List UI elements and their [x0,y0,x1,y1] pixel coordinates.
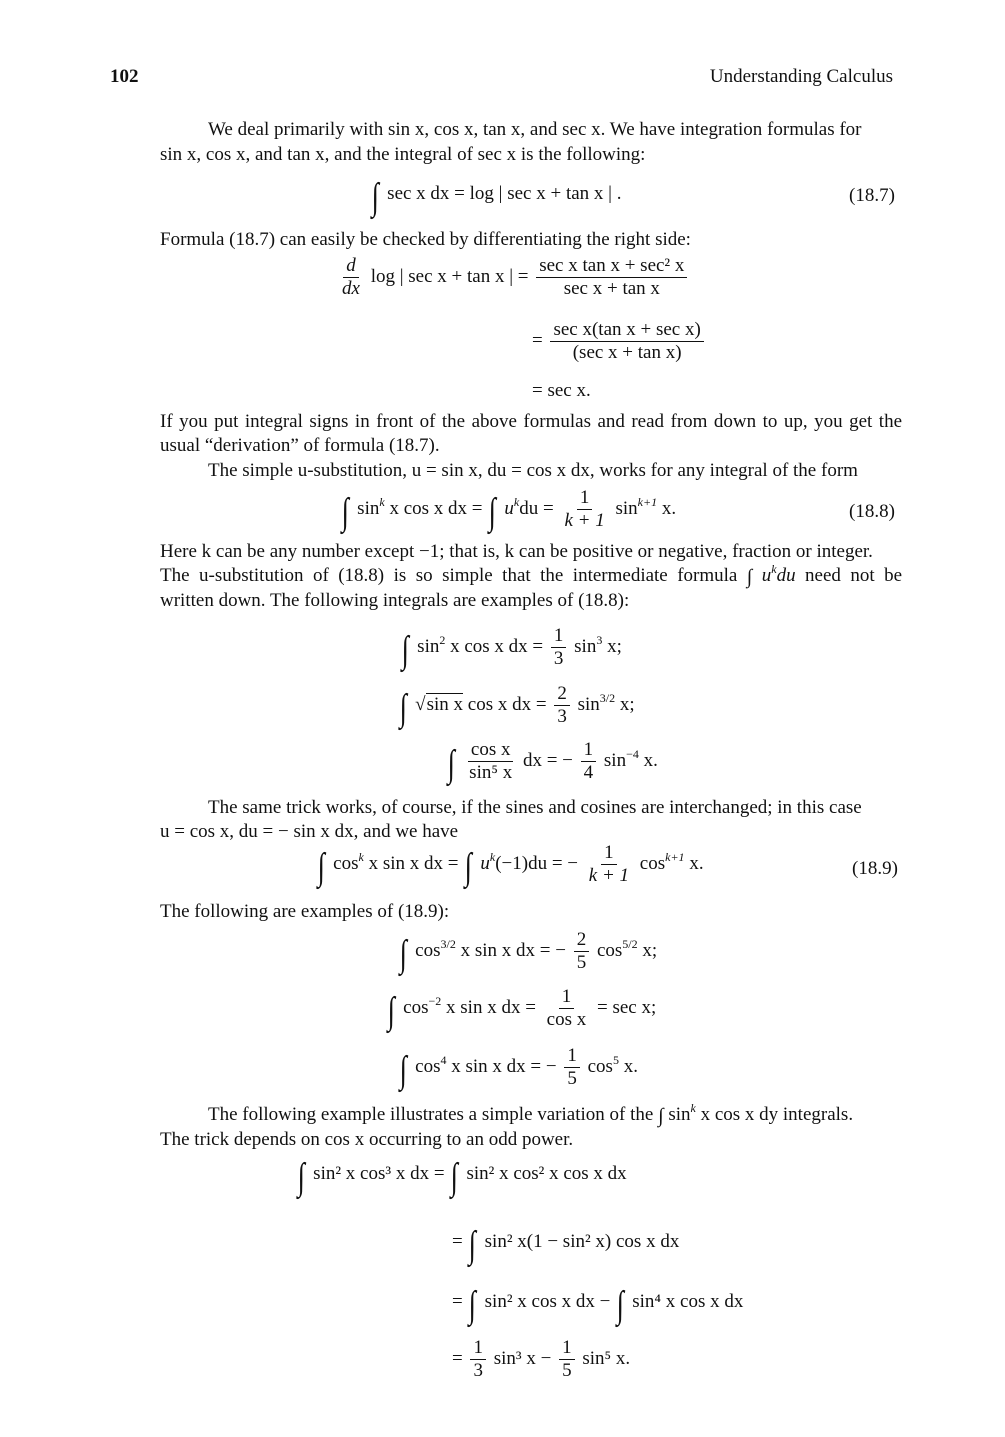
exponent: 3 [596,632,603,647]
integral-sign: ∫ [297,1156,305,1198]
example-cos-four [398,1046,638,1089]
example-sqrt-sin [398,684,635,727]
intro-line-2: sin x, cos x, and tan x, and the integral of sec x is the following: [160,144,646,165]
sin-term: sin [357,497,380,519]
equation-part: x. [618,1055,638,1077]
sin-term: sin [574,635,597,657]
sin-term: sin [615,497,638,519]
fraction [574,930,590,973]
equation-number-18-7: (18.7) [849,185,895,206]
inline-formula: sin [668,1104,691,1125]
exponent: k [379,494,385,509]
fraction-numerator: sec x(tan x + sec x) [550,320,703,342]
derivative-lhs: log | sec x + tan x | = [370,265,529,287]
running-head: Understanding Calculus [709,66,893,87]
intro-line-1: We deal primarily with sin x, cos x, tan x, and sec x. We have integration formulas for [208,119,862,140]
equation-18-7 [370,178,621,216]
derivative-line-3: = sec x. [532,380,591,401]
derivative-line-2 [532,320,707,363]
fraction-denominator: k + 1 [564,510,605,531]
k-values-line-2 [160,561,902,589]
equals-sign: = [532,329,543,351]
k-values-line-1: Here k can be any number except −1; that is, k can be positive or negative, fraction or integer. [160,541,873,562]
cos-term: cos [333,852,359,874]
fraction-denominator: 4 [583,762,594,783]
integral-sign: ∫ [317,845,325,888]
fraction-numerator: 1 [559,987,575,1009]
equation-part: x sin x dx = [441,996,536,1018]
exponent: k+1 [637,494,658,509]
equation-body: sec x dx = log | sec x + tan x | . [387,183,622,204]
integral-sign: ∫ [371,176,379,218]
equation-part: x. [684,852,704,874]
equation-part: sin² x cos² x cos x dx [466,1163,627,1184]
exponent: −2 [428,993,442,1008]
exponent: 5 [612,1052,619,1067]
exponent: k+1 [665,849,685,864]
fraction-denominator: cos x [546,1009,587,1030]
paragraph-intro [160,118,902,142]
fraction-denominator: 3 [553,648,564,669]
equation-part: x; [637,939,658,961]
fraction [586,843,632,886]
fraction-denominator: 5 [576,952,587,973]
equals-sign: = [452,1231,463,1252]
fraction-denominator: (sec x + tan x) [572,342,682,363]
inline-formula: x cos x dy [695,1104,783,1125]
fraction-denominator: 5 [567,1068,577,1089]
integral-sign: ∫ [447,742,455,785]
integral-sign: ∫ [341,490,349,533]
cos-term: cos [639,852,666,874]
derivative-fraction-2 [550,320,703,363]
fraction-denominator: 5 [562,1360,572,1381]
fraction-numerator: 2 [554,684,570,706]
exponent: −4 [626,746,639,761]
fraction [561,488,607,531]
fraction-denominator: 3 [473,1360,483,1381]
u-term: u [504,497,514,519]
equals-sign: = [452,1347,463,1369]
final-line-3 [452,1286,743,1324]
paragraph-interchanged [160,796,902,844]
text-part: The u-substitution of (18.8) is so simple that the intermediate formula [160,565,747,586]
fraction-numerator: cos x [468,740,514,762]
integral-sign: ∫ [399,686,407,729]
paragraph-derivation: If you put integral signs in front of the above formulas and read from down to up, you get the usual “derivation” of formula (18.7). [160,411,902,456]
exponent: 2 [439,632,446,647]
inline-formula: du [776,565,796,586]
paragraph-examples-18-9: The following are examples of (18.9): [160,901,450,922]
equation-number-18-9: (18.9) [852,858,898,879]
k-values-line-3: written down. The following integrals are examples of (18.8): [160,590,630,611]
equation-part: sin² x cos³ x dx = [313,1163,445,1184]
integral-sign: ∫ [450,1156,459,1198]
example-sin-squared [400,626,622,669]
d-dx-fraction [339,256,363,299]
u-term: u [480,852,490,874]
page-number: 102 [110,66,139,87]
equals-sign: = [452,1291,463,1312]
fraction [559,1338,575,1381]
paragraph-intro-2 [160,143,902,167]
fraction-numerator: 1 [601,843,617,865]
equation-18-8 [340,488,676,531]
exponent: k [489,849,496,864]
sqrt-argument: sin x [426,693,464,715]
equation-part: x sin x dx = [363,852,459,874]
fraction [544,987,590,1030]
fraction-denominator: sin⁵ x [469,762,513,783]
equation-part: sin² x cos x dx − [484,1291,611,1312]
cos-term: cos [596,939,623,961]
paragraph-check: Formula (18.7) can easily be checked by differentiating the right side: [160,229,691,250]
fraction-numerator: sec x tan x + sec² x [536,256,687,278]
interchanged-line-1: The same trick works, of course, if the sines and cosines are interchanged; in this case [208,797,862,818]
equation-number-18-8: (18.8) [849,501,895,522]
fraction-denominator: 3 [557,706,567,727]
integral-sign: ∫ [464,845,473,888]
equation-part: x cos x dx = [384,497,483,519]
cos-term: cos [415,939,441,961]
equation-part: x; [602,635,622,657]
equation-part: du = [519,497,554,519]
fraction [466,740,515,783]
exponent: 3/2 [599,690,616,705]
interchanged-line-2: u = cos x, du = − sin x dx, and we have [160,821,459,842]
sin-term: sin [577,693,600,715]
text-part: need not be [795,565,902,586]
equation-part: x; [615,693,635,715]
exponent: 4 [440,1052,447,1067]
fraction-denominator: dx [342,278,360,299]
fraction [470,1338,486,1381]
fraction-numerator: 1 [564,1046,580,1068]
equation-part: dx = − [522,749,573,771]
fraction [564,1046,580,1089]
equation-part: x cos x dx = [445,635,544,657]
equation-part: x sin x dx = − [455,939,566,961]
final-line-1 [296,1158,627,1196]
text-part: integrals. [782,1104,854,1125]
integral-sign: ∫ [399,932,407,975]
inline-integral-sign: ∫ [746,566,753,588]
fraction [581,740,597,783]
sin-term: sin [417,635,440,657]
equation-part: sin⁵ x. [582,1347,631,1369]
fraction-numerator: 1 [470,1338,486,1360]
derivative-line-1 [336,256,690,299]
paragraph-variation [160,1100,902,1152]
equation-part: = sec x; [597,996,657,1018]
integral-sign: ∫ [387,989,395,1032]
exponent: k [771,561,777,576]
inline-formula: u [761,565,772,586]
equation-part: x sin x dx = − [446,1055,557,1077]
equation-part: cos x dx = [463,693,547,715]
equation-part: sin⁴ x cos x dx [632,1291,744,1312]
equation-part: (−1)du = − [495,852,579,874]
example-cos-over-sin5 [446,740,658,783]
fraction-numerator: 1 [577,488,593,510]
fraction-numerator: d [343,256,359,278]
final-line-4 [452,1338,630,1381]
fraction-numerator: 1 [581,740,597,762]
example-cos-minus-two [386,987,656,1030]
equation-part: x. [638,749,658,771]
exponent: k [690,1100,696,1115]
variation-line-2: The trick depends on cos x occurring to an odd power. [160,1129,574,1150]
paragraph-u-substitution: The simple u-substitution, u = sin x, du = cos x dx, works for any integral of the form [208,460,858,481]
exponent: 3/2 [440,936,456,951]
sin-term: sin [603,749,627,771]
variation-line-1 [160,1100,902,1128]
final-line-2 [452,1226,679,1264]
exponent: k [513,494,520,509]
integral-sign: ∫ [401,628,409,671]
equation-part: sin³ x − [493,1347,552,1369]
text-part: The following example illustrates a simple variation of the [208,1104,659,1125]
fraction-numerator: 1 [551,626,567,648]
fraction-numerator: 1 [559,1338,575,1360]
integral-sign: ∫ [469,1284,477,1326]
exponent: k [358,849,364,864]
equation-part: x. [657,497,677,519]
fraction [554,684,570,727]
equation-18-9 [316,843,704,886]
example-cos-three-halves [398,930,657,973]
integral-sign: ∫ [469,1224,477,1266]
sqrt-sign: √ [415,693,426,715]
fraction-denominator: sec x + tan x [563,278,660,299]
paragraph-k-values [160,540,902,613]
inline-integral-sign: ∫ [658,1105,664,1127]
equation-part: sin² x(1 − sin² x) cos x dx [484,1231,680,1252]
exponent: 5/2 [622,936,638,951]
cos-term: cos [403,996,429,1018]
integral-sign: ∫ [488,490,497,533]
fraction [551,626,567,669]
derivative-fraction-1 [536,256,687,299]
cos-term: cos [415,1055,441,1077]
integral-sign: ∫ [616,1284,624,1326]
cos-term: cos [587,1055,613,1077]
integral-sign: ∫ [399,1048,407,1091]
fraction-numerator: 2 [574,930,590,952]
fraction-denominator: k + 1 [588,865,630,886]
